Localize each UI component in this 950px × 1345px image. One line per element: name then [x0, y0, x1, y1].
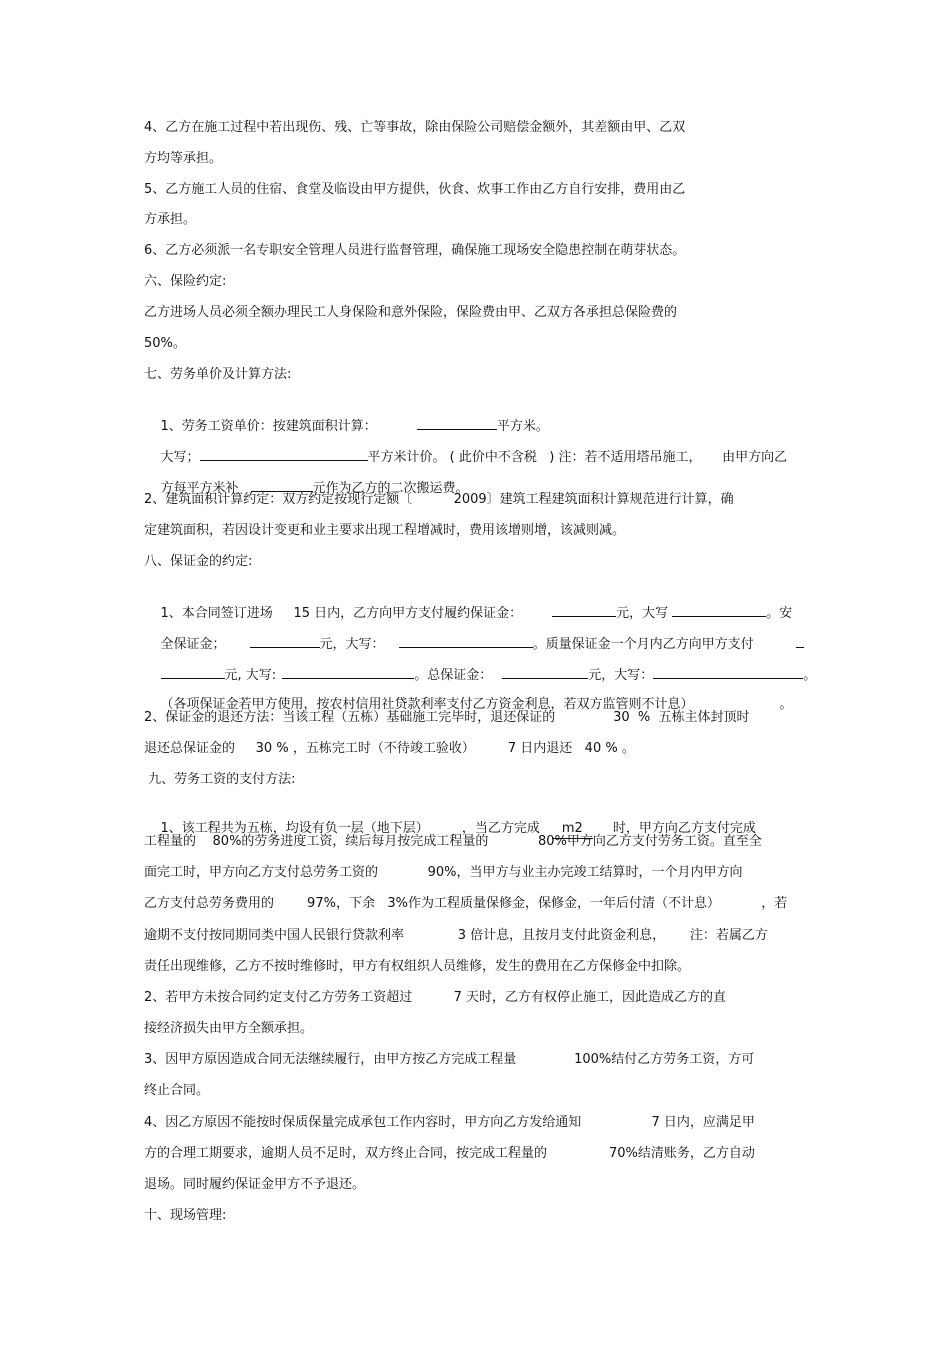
clause-4-line1: 4、乙方在施工过程中若出现伤、残、亡等事故，除由保险公司赔偿金额外，其差额由甲、乙双 [144, 120, 686, 135]
section-7-heading: 七、劳务单价及计算方法: [144, 367, 292, 382]
blank-quality-deposit-start [796, 634, 804, 648]
blank-performance-deposit [552, 603, 616, 617]
section-8-heading: 八、保证金的约定: [144, 554, 253, 569]
blank-capital [200, 447, 368, 461]
blank-performance-capital [672, 603, 766, 617]
blank-area-m2: m2 [552, 820, 593, 839]
payment-line4: 乙方支付总劳务费用的 97%，下余 3%作为工程质量保修金，保修金，一年后付清（不计息） ，若 [144, 896, 788, 911]
blank-subsidy [251, 478, 313, 492]
clause-9-2-line1: 2、若甲方未按合同约定支付乙方劳务工资超过 7 天时，乙方有权停止施工，因此造成乙方的直 [144, 990, 726, 1005]
insurance-line1: 乙方进场人员必须全额办理民工人身保险和意外保险，保险费由甲、乙双方各承担总保险费的 [144, 305, 678, 320]
blank-safety-deposit [250, 634, 320, 648]
section-9-heading: 九、劳务工资的支付方法: [144, 772, 296, 787]
payment-line6: 责任出现维修，乙方不按时维修时，甲方有权组织人员维修，发生的费用在乙方保修金中扣除。 [144, 959, 691, 974]
area-calc-line2: 定建筑面积，若因设计变更和业主要求出现工程增减时，费用该增则增，该减则减。 [144, 523, 626, 538]
payment-line1-a: 1、该工程共为五栋，均设有负一层（地下层） ，当乙方完成 [160, 821, 540, 836]
deposit-label: 1、本合同签订进场 15 日内，乙方向甲方支付履约保证金： [160, 606, 523, 621]
blank-total-deposit [502, 665, 588, 679]
blank-unit-price [417, 416, 497, 430]
unit-price-suffix: 平方米。 [496, 419, 549, 434]
subsidy-suffix: 元作为乙方的二次搬运费。 [312, 481, 469, 496]
blank-quality-deposit [161, 665, 225, 679]
unit-price-label: 1、劳务工资单价：按建筑面积计算： [160, 419, 377, 434]
clause-5-line1: 5、乙方施工人员的住宿、食堂及临设由甲方提供，伙食、炊事工作由乙方自行安排，费用由乙 [144, 182, 686, 197]
blank-safety-capital [399, 634, 533, 648]
section-10-heading: 十、现场管理: [144, 1208, 227, 1223]
payment-line3: 面完工时，甲方向乙方支付总劳务工资的 90%，当甲方与业主办完竣工结算时，一个月内甲方向 [144, 865, 743, 880]
capital-suffix: 平方米计价。 ( 此价中不含税 ) 注：若不适用塔吊施工， 由甲方向乙 [367, 450, 788, 465]
payment-line2: 工程量的 80%的劳务进度工资，续后每月按完成工程量的 80%甲方向乙方支付劳务工资。直至全 [144, 834, 762, 849]
quality-deposit-label: 。质量保证金一个月内乙方向甲方支付 [532, 637, 754, 652]
section-6-heading: 六、保险约定: [144, 274, 227, 289]
clause-5-line2: 方承担。 [144, 212, 197, 227]
clause-9-3-line2: 终止合同。 [144, 1083, 210, 1098]
payment-line5: 逾期不支付按同期同类中国人民银行贷款利率 3 倍计息，且按月支付此资金利息， 注：若属乙方 [144, 928, 768, 943]
blank-quality-capital [282, 665, 414, 679]
deposit-capital-label: 元，大写 [616, 606, 669, 621]
total-deposit-label: 。总保证金： [414, 668, 493, 683]
deposit-line3-tail: 。 [803, 668, 817, 683]
total-capital-label: 元，大写： [588, 668, 654, 683]
refund-line2: 退还总保证金的 30 % ，五栋完工时（不待竣工验收） 7 日内退还 40 % 。 [144, 741, 635, 756]
clause-4-line2: 方均等承担。 [144, 151, 223, 166]
payment-line1-b: 时，甲方向乙方支付完成 [612, 821, 756, 836]
refund-line1: 2、保证金的退还方法：当该工程（五栋）基础施工完毕时，退还保证的 30 % 五栋主体封顶时 [144, 710, 750, 725]
clause-6: 6、乙方必须派一名专职安全管理人员进行监督管理，确保施工现场安全隐患控制在萌芽状态。 [144, 243, 686, 258]
deposit-note: （各项保证金若甲方使用，按农村信用社贷款利率支付乙方资金利息，若双方监管则不计息） [160, 697, 694, 712]
blank-total-capital [653, 665, 803, 679]
clause-9-4-line1: 4、因乙方原因不能按时保质保量完成承包工作内容时，甲方向乙方发给通知 7 日内，应满足甲 [144, 1115, 755, 1130]
area-calc-line1: 2、建筑面积计算约定：双方约定按现行定额〔 2009〕建筑工程建筑面积计算规范进行计算，确 [144, 492, 734, 507]
deposit-note-tail: 。 [779, 697, 793, 712]
clause-9-3-line1: 3、因甲方原因造成合同无法继续履行，由甲方按乙方完成工程量 100%结付乙方劳务工资，方可 [144, 1052, 755, 1067]
clause-9-4-line3: 退场。同时履约保证金甲方不予退还。 [144, 1177, 366, 1192]
capital-label: 大写； [160, 450, 200, 465]
clause-9-2-line2: 接经济损失由甲方全额承担。 [144, 1021, 314, 1036]
insurance-line2: 50%。 [144, 336, 186, 351]
deposit-line1-tail: 。安 [766, 606, 793, 621]
safety-capital-label: 元，大写： [319, 637, 385, 652]
clause-9-4-line2: 方的合理工期要求，逾期人员不足时，双方终止合同，按完成工程量的 70%结清账务，乙方自动 [144, 1146, 755, 1161]
quality-capital-label: 元, 大写: [224, 668, 277, 683]
safety-deposit-label: 全保证金； [160, 637, 226, 652]
subsidy-label: 方每平方米补 [160, 481, 239, 496]
